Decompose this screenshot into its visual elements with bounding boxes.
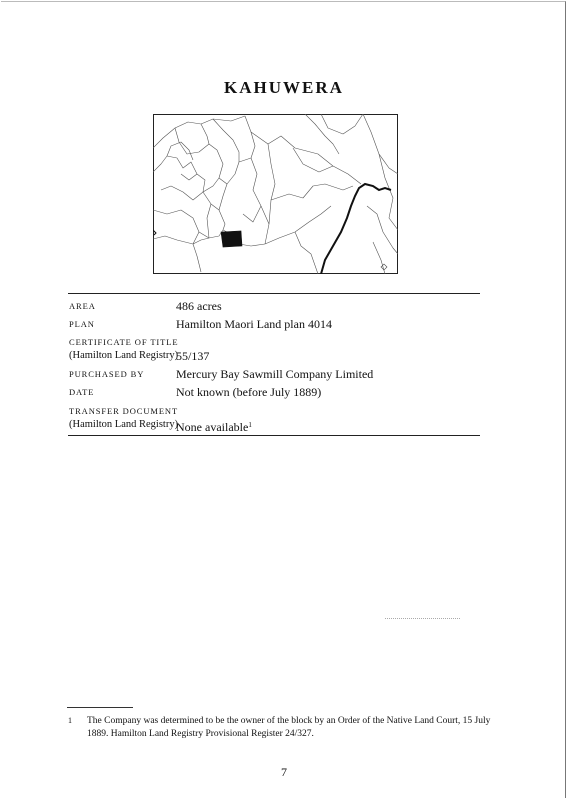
purchased-label: PURCHASED BY (69, 369, 145, 379)
certificate-value: 55/137 (176, 349, 210, 363)
area-row (69, 298, 489, 314)
kahuwera-block (221, 231, 242, 247)
footnote-ref: 1 (248, 421, 252, 429)
plan-value: Hamilton Maori Land plan 4014 (176, 317, 332, 331)
transfer-registry: (Hamilton Land Registry) (69, 419, 179, 430)
page-number: 7 (281, 765, 287, 779)
footnote-text: The Company was determined to be the owner of the block by an Order of the Native Land Court, 15 July 1889. Hamilton Land Registry Provisional Register 24/327. (87, 716, 491, 739)
certificate-registry: (Hamilton Land Registry) (69, 350, 179, 361)
certificate-row (69, 348, 489, 364)
plan-label: PLAN (69, 319, 95, 329)
date-label: DATE (69, 387, 95, 397)
purchased-row (69, 366, 489, 382)
transfer-label: TRANSFER DOCUMENT (69, 406, 179, 416)
transfer-row (69, 417, 489, 433)
transfer-value (176, 417, 252, 435)
table-bottom-rule (68, 435, 480, 436)
certificate-label: CERTIFICATE OF TITLE (69, 337, 179, 347)
date-row (69, 384, 489, 400)
area-label: AREA (69, 301, 96, 311)
area-value: 486 acres (176, 299, 222, 313)
page-title: KAHUWERA (224, 78, 344, 97)
footnote-marker: 1 (68, 716, 72, 725)
purchased-value: Mercury Bay Sawmill Company Limited (176, 367, 374, 381)
table-top-rule (68, 293, 480, 294)
footnote-rule (67, 707, 133, 708)
date-value: Not known (before July 1889) (176, 385, 322, 399)
transfer-value-text: None available (176, 420, 249, 434)
plan-row (69, 316, 489, 332)
location-map (153, 114, 398, 274)
faint-mark (385, 618, 460, 619)
